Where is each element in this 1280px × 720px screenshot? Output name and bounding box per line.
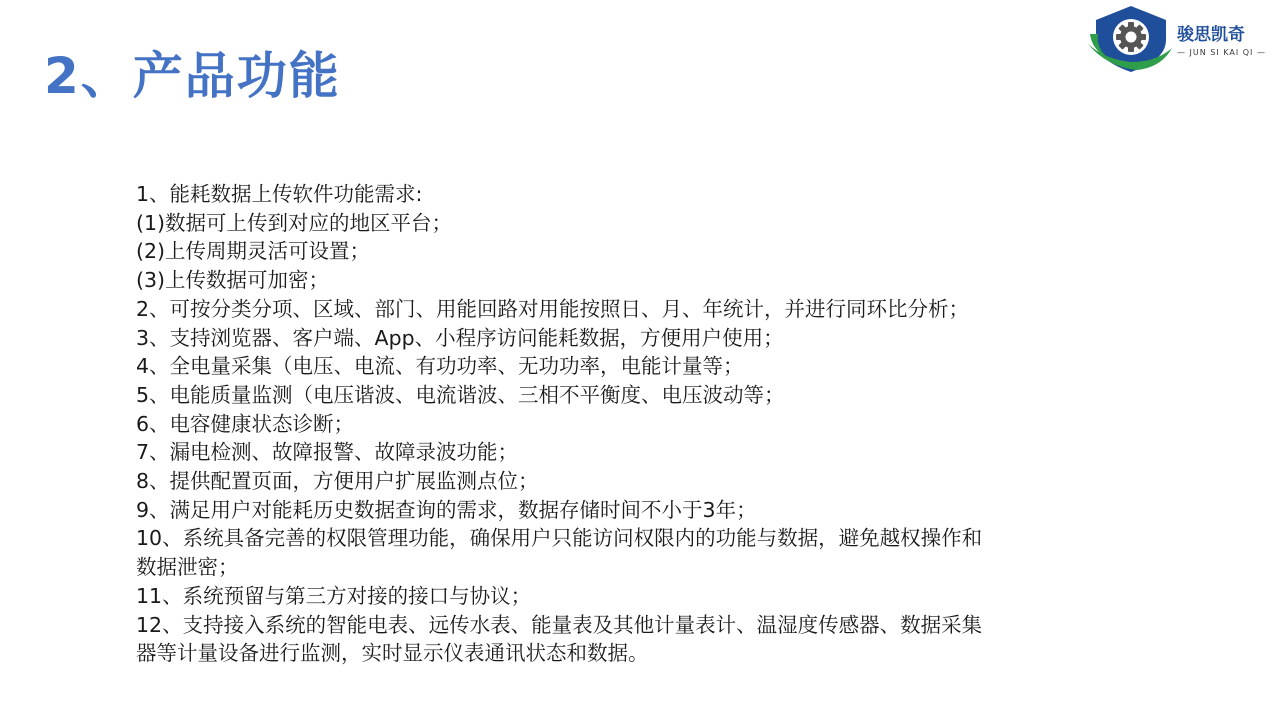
list-item: (3)上传数据可加密；: [136, 268, 330, 293]
logo-subtitle: — JUN SI KAI QI —: [1177, 48, 1266, 57]
list-item: 6、电容健康状态诊断；: [136, 411, 355, 436]
logo-name: 骏思凯奇: [1177, 25, 1245, 45]
list-item: 8、提供配置页面，方便用户扩展监测点位；: [136, 469, 539, 494]
list-item: (1)数据可上传到对应的地区平台；: [136, 210, 453, 235]
gear-shield-icon: [1086, 4, 1176, 74]
list-item: 10、系统具备完善的权限管理功能，确保用户只能访问权限内的功能与数据，避免越权操作和: [136, 526, 983, 551]
page-title: 2、产品功能: [44, 47, 341, 105]
list-item: 1、能耗数据上传软件功能需求:: [136, 182, 423, 206]
feature-list: [136, 180, 1156, 668]
list-item: 数据泄密；: [136, 555, 239, 580]
list-item: 2、可按分类分项、区域、部门、用能回路对用能按照日、月、年统计，并进行同环比分析；: [136, 296, 970, 321]
list-item: 7、漏电检测、故障报警、故障录波功能；: [136, 440, 519, 465]
list-item: 11、系统预留与第三方对接的接口与协议；: [136, 583, 532, 608]
list-item: 器等计量设备进行监测，实时显示仪表通讯状态和数据。: [136, 641, 649, 666]
list-item: 3、支持浏览器、客户端、App、小程序访问能耗数据，方便用户使用；: [136, 325, 784, 350]
list-item: 9、满足用户对能耗历史数据查询的需求，数据存储时间不小于3年；: [136, 497, 757, 522]
list-item: 4、全电量采集（电压、电流、有功功率、无功功率，电能计量等；: [136, 354, 744, 379]
list-item: 12、支持接入系统的智能电表、远传水表、能量表及其他计量表计、温湿度传感器、数据采集: [136, 612, 983, 637]
list-item: 5、电能质量监测（电压谐波、电流谐波、三相不平衡度、电压波动等；: [136, 382, 785, 407]
company-logo: [1086, 4, 1276, 74]
list-item: (2)上传周期灵活可设置；: [136, 239, 371, 264]
